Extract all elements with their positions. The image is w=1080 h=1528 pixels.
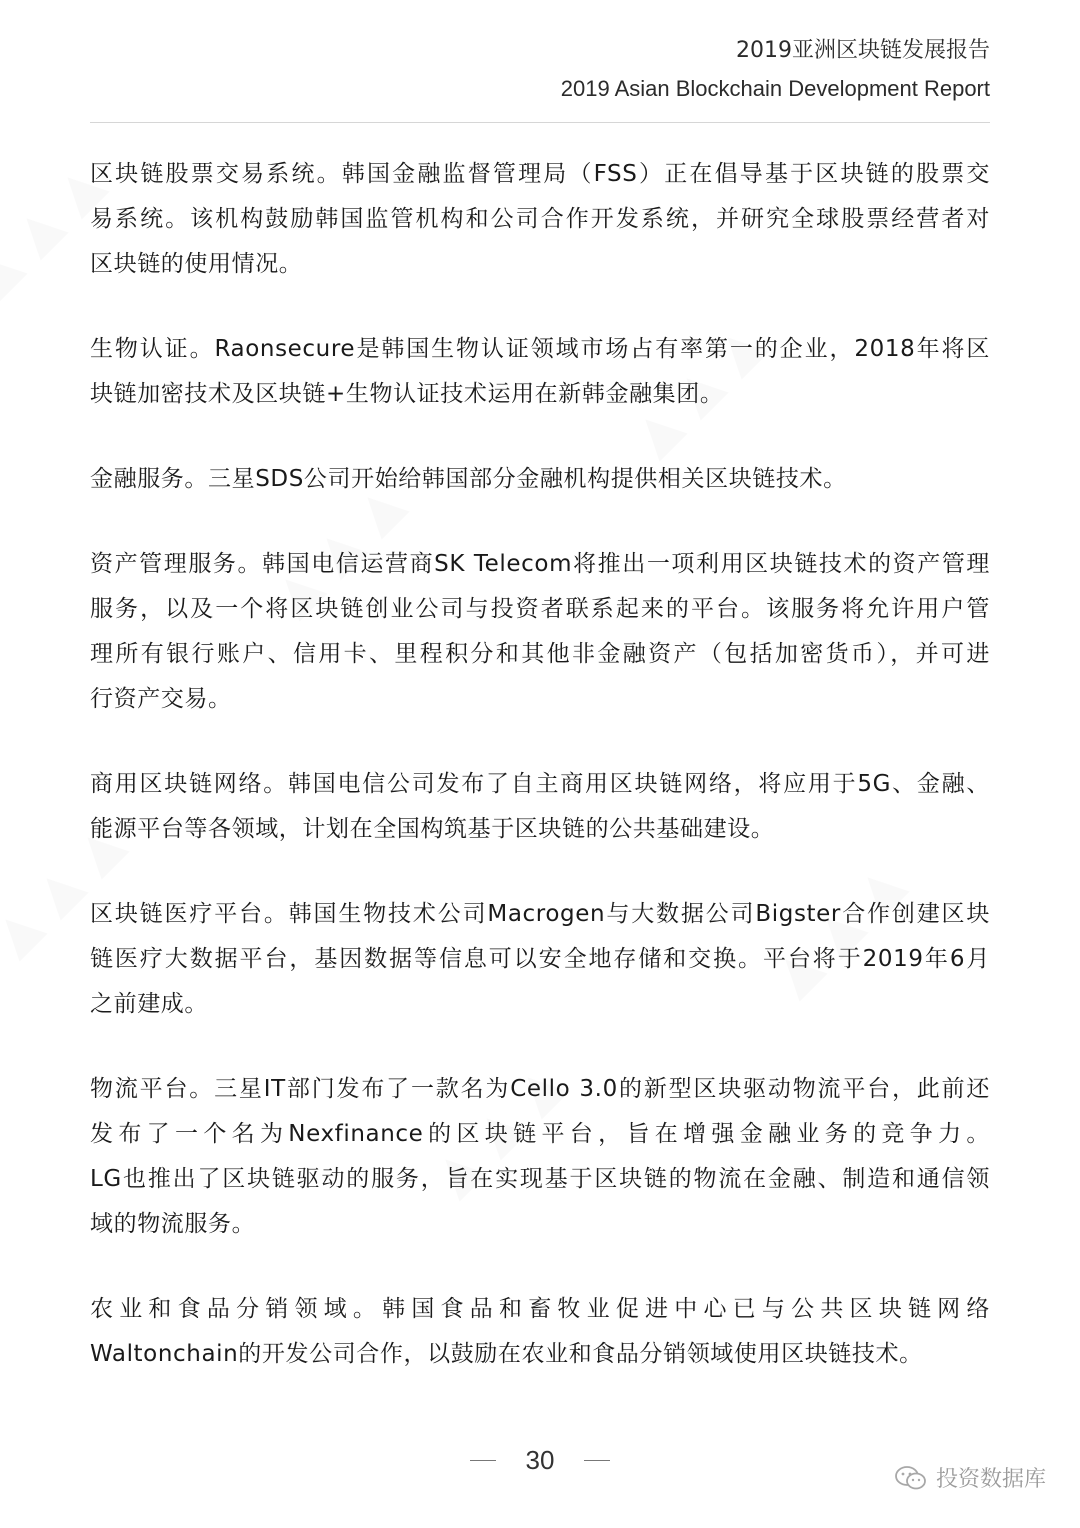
wechat-icon	[894, 1464, 928, 1492]
badge-label: 投资数据库	[935, 1467, 1046, 1492]
footer-dash-right	[584, 1460, 610, 1461]
paragraph-line: 区块链股票交易系统。韩国金融监督管理局（FSS）正在倡导基于区块链的股票交	[90, 161, 990, 187]
paragraph-line: 理所有银行账户、信用卡、里程积分和其他非金融资产（包括加密货币），并可进	[90, 641, 990, 667]
paragraph-line: 发布了一个名为Nexfinance的区块链平台，旨在增强金融业务的竞争力。	[90, 1121, 990, 1147]
paragraph-line: 链医疗大数据平台，基因数据等信息可以安全地存储和交换。平台将于2019年6月	[90, 946, 990, 972]
paragraph-line: 区块链医疗平台。韩国生物技术公司Macrogen与大数据公司Bigster合作创建区块	[90, 901, 990, 927]
paragraph-line: 商用区块链网络。韩国电信公司发布了自主商用区块链网络，将应用于5G、金融、	[90, 771, 990, 797]
paragraph-line: 服务，以及一个将区块链创业公司与投资者联系起来的平台。该服务将允许用户管	[90, 596, 990, 622]
paragraph	[90, 892, 990, 1027]
paragraph-line: 区块链的使用情况。	[90, 251, 303, 277]
paragraph	[90, 542, 990, 722]
paragraph	[90, 327, 990, 417]
page-number: 30	[525, 1444, 555, 1475]
paragraph-line: 资产管理服务。韩国电信运营商SK Telecom将推出一项利用区块链技术的资产管理	[90, 551, 990, 577]
paragraph	[90, 457, 990, 502]
report-title-cn: 2019亚洲区块链发展报告	[736, 38, 990, 63]
paragraph-line: 易系统。该机构鼓励韩国监管机构和公司合作开发系统，并研究全球股票经营者对	[90, 206, 990, 232]
paragraph-line: 块链加密技术及区块链+生物认证技术运用在新韩金融集团。	[90, 381, 724, 407]
header-divider	[90, 122, 990, 123]
paragraph	[90, 1287, 990, 1377]
paragraph-line: Waltonchain的开发公司合作，以鼓励在农业和食品分销领域使用区块链技术。	[90, 1341, 923, 1367]
paragraph-line: 物流平台。三星IT部门发布了一款名为Cello 3.0的新型区块驱动物流平台，此前还	[90, 1076, 990, 1102]
paragraph-line: 能源平台等各领域，计划在全国构筑基于区块链的公共基础建设。	[90, 816, 775, 842]
report-title-en: 2019 Asian Blockchain Development Report	[560, 76, 990, 101]
paragraph-line: 农业和食品分销领域。韩国食品和畜牧业促进中心已与公共区块链网络	[90, 1296, 990, 1322]
paragraph-line: 行资产交易。	[90, 686, 232, 712]
paragraph-line: 金融服务。三星SDS公司开始给韩国部分金融机构提供相关区块链技术。	[90, 466, 847, 492]
paragraph-line: LG也推出了区块链驱动的服务，旨在实现基于区块链的物流在金融、制造和通信领	[90, 1166, 990, 1192]
paragraph	[90, 152, 990, 287]
paragraph-line: 生物认证。Raonsecure是韩国生物认证领域市场占有率第一的企业，2018年将区	[90, 336, 990, 362]
source-badge	[894, 1462, 1046, 1493]
paragraph	[90, 1067, 990, 1247]
page-body	[90, 152, 990, 1417]
paragraph-line: 域的物流服务。	[90, 1211, 256, 1237]
paragraph	[90, 762, 990, 852]
page-header	[561, 32, 990, 108]
footer-dash-left	[470, 1460, 496, 1461]
paragraph-line: 之前建成。	[90, 991, 208, 1017]
